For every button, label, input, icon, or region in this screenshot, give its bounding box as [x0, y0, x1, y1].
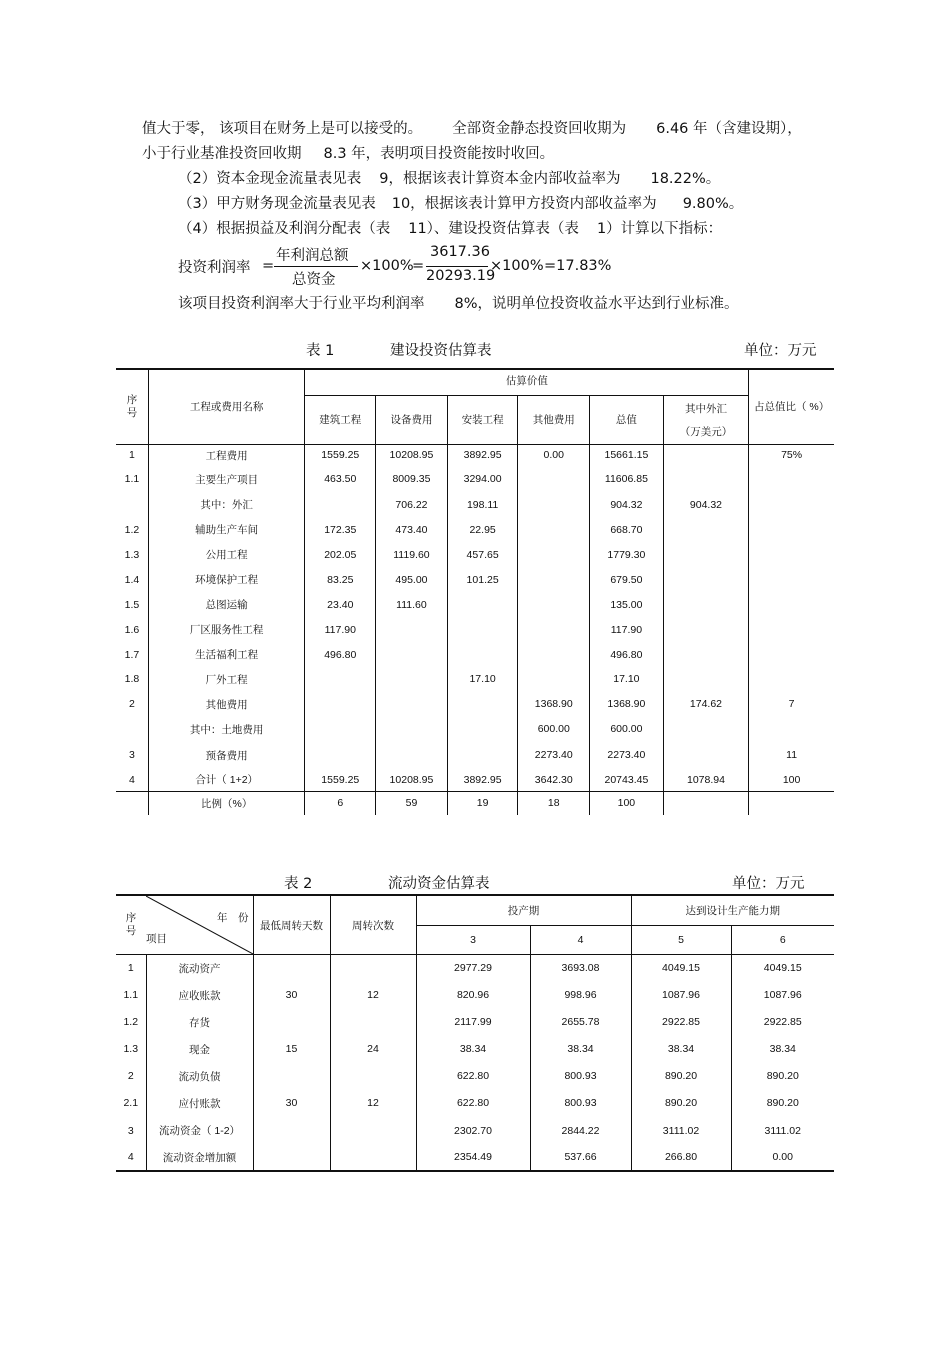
table-cell: 38.34: [416, 1036, 530, 1063]
text-segment: 值大于零， 该项目在财务上是可以接受的。: [142, 121, 423, 137]
header-year-4: 4: [530, 926, 631, 955]
table-cell: [518, 542, 590, 567]
formula-denominator: 20293.19: [426, 268, 496, 284]
table-cell: 3892.95: [447, 444, 518, 466]
text-segment: （4）根据损益及利润分配表（表: [178, 221, 391, 237]
table-cell: [749, 791, 834, 815]
table-cell: 622.80: [416, 1063, 530, 1090]
header-production-period: 投产期: [416, 895, 631, 926]
table-cell: 厂外工程: [148, 667, 305, 691]
table-row: [116, 1036, 834, 1063]
table-cell: 1.1: [123, 989, 139, 1001]
table-cell: 135.00: [590, 592, 664, 617]
table-cell: 0.00: [731, 1145, 834, 1171]
formula-equals: =: [412, 258, 425, 274]
table-cell: 8009.35: [376, 466, 448, 492]
formula-result: =17.83%: [544, 258, 612, 274]
table-cell: 1087.96: [631, 982, 731, 1009]
table-cell: [663, 717, 748, 741]
table-cell: 998.96: [530, 982, 631, 1009]
table-cell: [376, 741, 448, 769]
table-cell: 15661.15: [590, 444, 664, 466]
table-cell: 2844.22: [530, 1117, 631, 1145]
table-cell: 合计（ 1+2）: [148, 769, 305, 791]
formula-multiplier: ×100%: [360, 258, 414, 274]
table-cell: 2: [127, 1070, 134, 1082]
table-cell: 1.4: [124, 573, 140, 586]
table-cell: 18: [518, 791, 590, 815]
table-cell: [518, 667, 590, 691]
table-cell: [749, 717, 834, 741]
table-cell: [518, 492, 590, 517]
table-cell: 198.11: [447, 492, 518, 517]
table-cell: 1.8: [124, 673, 140, 685]
table-cell: 1.1: [124, 473, 140, 485]
paragraph-line-5: [178, 219, 722, 239]
fraction-bar: [274, 266, 358, 267]
text-segment: 1）计算以下指标：: [596, 221, 723, 237]
table-row: [116, 741, 834, 769]
table-cell: [330, 955, 416, 982]
table-cell: 流动资金增加额: [146, 1145, 253, 1171]
table-cell: 22.95: [447, 517, 518, 542]
table-cell: [305, 492, 376, 517]
table-cell: 3892.95: [447, 769, 518, 791]
table-cell: 600.00: [590, 717, 664, 741]
table-cell: 3111.02: [731, 1117, 834, 1145]
table-row: [116, 444, 834, 466]
table-cell: 890.20: [731, 1063, 834, 1090]
table-cell: 463.50: [305, 466, 376, 492]
table-cell: 11606.85: [590, 466, 664, 492]
construction-investment-table: [116, 368, 834, 815]
table-cell: 2273.40: [518, 741, 590, 769]
table-cell: 1779.30: [590, 542, 664, 567]
ratio-row: [116, 791, 834, 815]
table-cell: 38.34: [731, 1036, 834, 1063]
paragraph-line-4: [178, 194, 743, 214]
table-cell: 495.00: [376, 567, 448, 592]
table-cell: 30: [253, 1090, 330, 1117]
table-cell: 59: [376, 791, 448, 815]
table-cell: 496.80: [590, 642, 664, 667]
table-cell: [330, 1009, 416, 1036]
table-cell: 0.00: [518, 444, 590, 466]
table-cell: 100: [590, 791, 664, 815]
table-cell: [749, 567, 834, 592]
table-cell: 172.35: [305, 517, 376, 542]
table-cell: 流动负债: [146, 1063, 253, 1090]
table-cell: 890.20: [631, 1063, 731, 1090]
table-cell: 1.2: [123, 1016, 139, 1028]
header-design-capacity-period: 达到设计生产能力期: [631, 895, 834, 926]
table-cell: 其中：土地费用: [148, 717, 305, 741]
header-total: 总值: [590, 395, 664, 444]
table-cell: 1.3: [124, 548, 140, 561]
table-row: [116, 517, 834, 542]
header-building: 建筑工程: [305, 395, 376, 444]
table-cell: [447, 691, 518, 717]
table-cell: [376, 642, 448, 667]
table-cell: 3294.00: [447, 466, 518, 492]
table-cell: 4049.15: [631, 955, 731, 982]
formula-equals: =: [262, 258, 275, 274]
text-segment: （3）甲方财务现金流量表见表: [178, 196, 376, 212]
table-cell: [518, 466, 590, 492]
table-cell: 17.10: [590, 667, 664, 691]
table-cell: [663, 667, 748, 691]
text-segment: 8%，说明单位投资收益水平达到行业标准。: [454, 296, 739, 312]
table-cell: [749, 642, 834, 667]
table-cell: 24: [330, 1036, 416, 1063]
table-cell: 2.1: [123, 1097, 139, 1109]
table-cell: 30: [253, 982, 330, 1009]
table-cell: 2117.99: [416, 1009, 530, 1036]
table-cell: [305, 667, 376, 691]
table-row: [116, 717, 834, 741]
table-row: [116, 542, 834, 567]
table-cell: [518, 617, 590, 642]
table-cell: [447, 642, 518, 667]
table-cell: 15: [253, 1036, 330, 1063]
table-cell: [116, 791, 148, 815]
table-cell: 12: [330, 1090, 416, 1117]
header-seq-no: 序号: [116, 369, 148, 444]
table-cell: 266.80: [631, 1145, 731, 1171]
text-segment: 9，根据该表计算资本金内部收益率为: [379, 171, 621, 187]
table-cell: [447, 617, 518, 642]
table-cell: [376, 691, 448, 717]
table-cell: 23.40: [305, 592, 376, 617]
text-segment: （2）资本金现金流量表见表: [178, 171, 362, 187]
table-cell: [749, 617, 834, 642]
table-cell: 111.60: [376, 592, 448, 617]
formula-multiplier: ×100%: [490, 258, 544, 274]
table-cell: 473.40: [376, 517, 448, 542]
table-cell: 公用工程: [148, 542, 305, 567]
table-row: [116, 982, 834, 1009]
table-cell: [663, 592, 748, 617]
table1-caption-title: 建设投资估算表: [390, 343, 492, 359]
table-cell: 1119.60: [376, 542, 448, 567]
table-cell: 应收账款: [146, 982, 253, 1009]
table-cell: 496.80: [305, 642, 376, 667]
table-cell: [447, 717, 518, 741]
table-row: [116, 466, 834, 492]
paragraph-line-6: [178, 294, 739, 314]
table-cell: 19: [447, 791, 518, 815]
table-row: [116, 617, 834, 642]
table-cell: 1078.94: [663, 769, 748, 791]
table-cell: [253, 1009, 330, 1036]
table-cell: 4: [129, 773, 135, 786]
table-cell: [518, 517, 590, 542]
table-cell: 600.00: [518, 717, 590, 741]
table-row: [116, 667, 834, 691]
table-row: [116, 592, 834, 617]
table-row: [116, 642, 834, 667]
table-row: [116, 1063, 834, 1090]
table-cell: 应付账款: [146, 1090, 253, 1117]
table-cell: [518, 642, 590, 667]
table-cell: 3642.30: [518, 769, 590, 791]
table-cell: 6: [305, 791, 376, 815]
table-cell: 3: [127, 1124, 134, 1137]
table2-caption-number: 表 2: [284, 876, 313, 892]
table-cell: 2922.85: [631, 1009, 731, 1036]
table-cell: 83.25: [305, 567, 376, 592]
table-cell: 668.70: [590, 517, 664, 542]
table-cell: 820.96: [416, 982, 530, 1009]
table-cell: 1.7: [124, 648, 140, 661]
table-row: [116, 1145, 834, 1171]
header-year-6: 6: [731, 926, 834, 955]
table-cell: 2977.29: [416, 955, 530, 982]
table-cell: 117.90: [590, 617, 664, 642]
table2-body: [116, 955, 834, 1171]
table-cell: 7: [749, 691, 834, 717]
table-cell: [330, 1063, 416, 1090]
text-segment: 该项目投资利润率大于行业平均利润率: [178, 296, 425, 312]
table-cell: [253, 1063, 330, 1090]
table-cell: [116, 492, 148, 517]
header-year-5: 5: [631, 926, 731, 955]
table1-unit: 单位：万元: [744, 343, 817, 359]
text-segment: 6.46 年（含建设期），: [656, 121, 802, 137]
paragraph-line-2: [142, 144, 554, 164]
table-cell: [518, 592, 590, 617]
table-cell: 12: [330, 982, 416, 1009]
text-segment: 8.3 年，表明项目投资能按时收回。: [323, 146, 555, 162]
table-cell: [749, 542, 834, 567]
table-cell: 3693.08: [530, 955, 631, 982]
table-cell: [749, 517, 834, 542]
table-cell: 辅助生产车间: [148, 517, 305, 542]
header-year: 年 份: [217, 912, 249, 924]
table-cell: 1368.90: [518, 691, 590, 717]
table-row: [116, 955, 834, 982]
table-cell: 1.5: [124, 598, 140, 611]
header-year-3: 3: [416, 926, 530, 955]
table-cell: 1.3: [123, 1043, 139, 1055]
table-cell: 其中：外汇: [148, 492, 305, 517]
table-cell: [663, 517, 748, 542]
table1-body: [116, 444, 834, 791]
table-cell: [447, 592, 518, 617]
header-turns: 周转次数: [330, 895, 416, 955]
table-cell: 10208.95: [376, 444, 448, 466]
table-cell: [749, 592, 834, 617]
table-cell: [749, 492, 834, 517]
table-cell: [305, 717, 376, 741]
table-cell: 537.66: [530, 1145, 631, 1171]
table-cell: 4: [127, 1151, 134, 1163]
table-cell: [305, 741, 376, 769]
table-cell: [376, 617, 448, 642]
table-cell: 174.62: [663, 691, 748, 717]
table-cell: 1368.90: [590, 691, 664, 717]
table-cell: 75%: [749, 444, 834, 466]
table-cell: 3111.02: [631, 1117, 731, 1145]
table-cell: 101.25: [447, 567, 518, 592]
table-cell: 38.34: [530, 1036, 631, 1063]
table-cell: 2655.78: [530, 1009, 631, 1036]
table-cell: 环境保护工程: [148, 567, 305, 592]
table-cell: 1.2: [124, 523, 140, 536]
table-row: [116, 769, 834, 791]
table-cell: 679.50: [590, 567, 664, 592]
table-cell: [518, 567, 590, 592]
table-cell: 38.34: [631, 1036, 731, 1063]
table-cell: [663, 444, 748, 466]
table-cell: 622.80: [416, 1090, 530, 1117]
table1-caption-number: 表 1: [306, 343, 335, 359]
table-cell: [330, 1117, 416, 1145]
header-other-cost: 其他费用: [518, 395, 590, 444]
table-cell: [376, 667, 448, 691]
text-segment: 小于行业基准投资回收期: [142, 146, 302, 162]
header-installation: 安装工程: [447, 395, 518, 444]
header-min-days: 最低周转天数: [253, 895, 330, 955]
table-cell: 1: [129, 449, 135, 462]
table-cell: [749, 466, 834, 492]
table-cell: 1: [127, 962, 134, 975]
formula-label: 投资利润率: [178, 260, 251, 276]
table-cell: 17.10: [447, 667, 518, 691]
table-cell: 2273.40: [590, 741, 664, 769]
header-foreign: [663, 395, 748, 444]
formula-numerator: 年利润总额: [276, 248, 349, 264]
text-segment: 11）、建设投资估算表（表: [408, 221, 579, 237]
table-cell: 2354.49: [416, 1145, 530, 1171]
table-cell: [253, 955, 330, 982]
text-segment: 10，根据该表计算甲方投资内部收益率为: [391, 196, 657, 212]
header-foreign-label: 其中外汇: [684, 402, 727, 415]
table-cell: 904.32: [663, 492, 748, 517]
table-cell: 10208.95: [376, 769, 448, 791]
header-foreign-unit: （万美元）: [679, 425, 733, 438]
paragraph-line-1: [142, 119, 802, 139]
table-cell: 4049.15: [731, 955, 834, 982]
table-cell: 1559.25: [305, 769, 376, 791]
table-cell: 1.6: [124, 623, 140, 636]
table-cell: 主要生产项目: [148, 466, 305, 492]
text-segment: 18.22%。: [650, 171, 721, 187]
table-cell: 117.90: [305, 617, 376, 642]
text-segment: 9.80%。: [682, 196, 744, 212]
table2-unit: 单位：万元: [732, 876, 805, 892]
table-cell: [447, 741, 518, 769]
table-cell: 457.65: [447, 542, 518, 567]
header-diagonal-cell: [146, 895, 253, 955]
table-cell: 存货: [146, 1009, 253, 1036]
table-cell: 总图运输: [148, 592, 305, 617]
table-cell: 2302.70: [416, 1117, 530, 1145]
table-row: [116, 1117, 834, 1145]
table-cell: 2: [129, 698, 135, 710]
table-cell: [663, 617, 748, 642]
header-seq-no: 序号: [116, 895, 146, 955]
table-cell: 706.22: [376, 492, 448, 517]
header-ratio: 占总值比（ %）: [749, 369, 834, 444]
table-cell: 800.93: [530, 1063, 631, 1090]
table-cell: 890.20: [731, 1090, 834, 1117]
table-cell: [116, 717, 148, 741]
table-cell: 预备费用: [148, 741, 305, 769]
table-cell: 厂区服务性工程: [148, 617, 305, 642]
table-cell: [663, 741, 748, 769]
table-cell: [330, 1145, 416, 1171]
table-cell: [749, 667, 834, 691]
fraction-bar: [426, 266, 488, 267]
table-row: [116, 567, 834, 592]
formula-denominator: 总资金: [292, 272, 336, 288]
working-capital-table: [116, 894, 834, 1172]
table-cell: 11: [749, 741, 834, 769]
table-cell: [663, 542, 748, 567]
header-equipment: 设备费用: [376, 395, 448, 444]
table-cell: [663, 791, 748, 815]
table-cell: 2922.85: [731, 1009, 834, 1036]
text-segment: 全部资金静态投资回收期为: [452, 121, 627, 137]
paragraph-line-3: [178, 169, 720, 189]
table-cell: 生活福利工程: [148, 642, 305, 667]
table-cell: [305, 691, 376, 717]
table-cell: [663, 642, 748, 667]
table-cell: 其他费用: [148, 691, 305, 717]
table-cell: 3: [129, 749, 135, 761]
table-cell: 1087.96: [731, 982, 834, 1009]
table-cell: 20743.45: [590, 769, 664, 791]
formula-numerator: 3617.36: [430, 244, 490, 260]
table-row: [116, 691, 834, 717]
table-cell: [663, 567, 748, 592]
table-cell: 904.32: [590, 492, 664, 517]
table2-caption-title: 流动资金估算表: [388, 876, 490, 892]
table-cell: [663, 466, 748, 492]
table-cell: 工程费用: [148, 444, 305, 466]
table-row: [116, 492, 834, 517]
table-cell: 100: [749, 769, 834, 791]
table-cell: 1559.25: [305, 444, 376, 466]
table-cell: [253, 1145, 330, 1171]
header-estimate-value: 估算价值: [305, 369, 749, 395]
table-row: [116, 1009, 834, 1036]
header-item: 项目: [146, 933, 167, 945]
table-cell: 800.93: [530, 1090, 631, 1117]
table-cell: [253, 1117, 330, 1145]
table-cell: 流动资产: [146, 955, 253, 982]
table-cell: [376, 717, 448, 741]
table-cell: 比例（%）: [148, 791, 305, 815]
header-item-name: 工程或费用名称: [148, 369, 305, 444]
table-cell: 890.20: [631, 1090, 731, 1117]
table-cell: 流动资金（ 1-2）: [146, 1117, 253, 1145]
table-row: [116, 1090, 834, 1117]
table-cell: 现金: [146, 1036, 253, 1063]
table-cell: 202.05: [305, 542, 376, 567]
